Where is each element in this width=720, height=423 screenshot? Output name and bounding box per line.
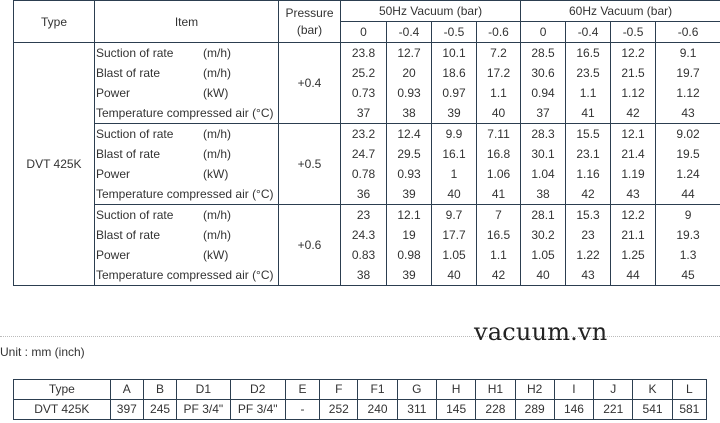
data-cell: 42 <box>611 103 656 124</box>
data-cell: 12.1 <box>387 205 432 226</box>
data-cell: 36 <box>341 184 387 205</box>
item-label <box>95 144 279 164</box>
dims-value-cell: 245 <box>143 400 176 420</box>
data-cell: 40 <box>432 265 477 286</box>
data-cell: 17.2 <box>477 63 521 83</box>
item-name: Power <box>96 167 131 181</box>
dims-header-cell: H <box>436 380 475 400</box>
data-cell: 40 <box>521 265 566 286</box>
data-cell: 39 <box>387 265 432 286</box>
item-label <box>95 184 279 205</box>
vacuum-level-header: -0.4 <box>387 22 432 43</box>
dims-header-cell: F <box>320 380 358 400</box>
dims-header-cell: I <box>554 380 593 400</box>
data-cell: 21.5 <box>611 63 656 83</box>
item-unit: (kW) <box>203 167 229 181</box>
data-cell: 19.5 <box>656 144 720 164</box>
data-cell: 0.73 <box>341 83 387 103</box>
data-cell: 18.6 <box>432 63 477 83</box>
dims-header-cell: E <box>285 380 319 400</box>
item-unit: (m/h) <box>203 228 231 242</box>
dims-header-cell: B <box>143 380 176 400</box>
item-name: Suction of rate <box>96 127 174 141</box>
dims-value-cell: 311 <box>397 400 436 420</box>
table-row <box>14 265 720 286</box>
performance-table <box>13 0 720 286</box>
dims-value-cell: PF 3/4" <box>177 400 230 420</box>
item-name: Temperature compressed air (°C) <box>96 187 274 201</box>
data-cell: 23.5 <box>566 63 611 83</box>
data-cell: 23 <box>566 225 611 245</box>
data-cell: 24.3 <box>341 225 387 245</box>
data-cell: 9 <box>656 205 720 226</box>
data-cell: 44 <box>611 265 656 286</box>
pressure-value: +0.5 <box>279 124 341 205</box>
item-name: Blast of rate <box>96 147 161 161</box>
data-cell: 38 <box>387 103 432 124</box>
data-cell: 42 <box>566 184 611 205</box>
table-row <box>14 164 720 184</box>
data-cell: 0.78 <box>341 164 387 184</box>
vacuum-level-header: -0.6 <box>656 22 720 43</box>
data-cell: 10.1 <box>432 43 477 64</box>
data-cell: 19 <box>387 225 432 245</box>
vacuum-level-header: -0.6 <box>477 22 521 43</box>
item-name: Blast of rate <box>96 66 161 80</box>
table-row <box>14 103 720 124</box>
header-item: Item <box>95 1 279 43</box>
data-cell: 45 <box>656 265 720 286</box>
dims-value-cell: 289 <box>515 400 554 420</box>
data-cell: 1.12 <box>656 83 720 103</box>
header-50hz: 50Hz Vacuum (bar) <box>341 1 521 22</box>
data-cell: 20 <box>387 63 432 83</box>
data-cell: 30.6 <box>521 63 566 83</box>
dims-header-cell: J <box>594 380 633 400</box>
table-row <box>14 184 720 205</box>
dims-header-cell: G <box>397 380 436 400</box>
model-cell: DVT 425K <box>14 43 95 286</box>
data-cell: 0.83 <box>341 245 387 265</box>
header-pressure-line2: (bar) <box>296 22 323 37</box>
dims-header-cell: A <box>110 380 143 400</box>
item-name: Temperature compressed air (°C) <box>96 268 274 282</box>
data-cell: 30.1 <box>521 144 566 164</box>
item-label <box>95 225 279 245</box>
item-unit: (m/h) <box>203 46 231 60</box>
dims-value-row <box>14 400 707 420</box>
data-cell: 1.05 <box>432 245 477 265</box>
vacuum-level-header: 0 <box>341 22 387 43</box>
data-cell: 39 <box>387 184 432 205</box>
data-cell: 21.1 <box>611 225 656 245</box>
data-cell: 9.1 <box>656 43 720 64</box>
dims-header-cell: L <box>672 380 706 400</box>
data-cell: 0.97 <box>432 83 477 103</box>
data-cell: 37 <box>341 103 387 124</box>
data-cell: 9.7 <box>432 205 477 226</box>
data-cell: 0.94 <box>521 83 566 103</box>
vacuum-level-header: -0.5 <box>611 22 656 43</box>
data-cell: 44 <box>656 184 720 205</box>
vacuum-level-header: -0.5 <box>432 22 477 43</box>
data-cell: 1.04 <box>521 164 566 184</box>
vacuum-level-header: 0 <box>521 22 566 43</box>
data-cell: 1.12 <box>611 83 656 103</box>
table-row <box>14 245 720 265</box>
item-name: Blast of rate <box>96 228 161 242</box>
data-cell: 24.7 <box>341 144 387 164</box>
data-cell: 38 <box>521 184 566 205</box>
dimensions-table <box>13 379 707 420</box>
item-label <box>95 245 279 265</box>
item-name: Power <box>96 86 131 100</box>
header-pressure <box>279 1 341 43</box>
data-cell: 42 <box>477 265 521 286</box>
data-cell: 1.25 <box>611 245 656 265</box>
dims-value-cell: 146 <box>554 400 593 420</box>
data-cell: 12.4 <box>387 124 432 145</box>
header-60hz: 60Hz Vacuum (bar) <box>521 1 720 22</box>
dims-header-cell: F1 <box>358 380 397 400</box>
data-cell: 15.5 <box>566 124 611 145</box>
item-unit: (m/h) <box>203 208 231 222</box>
table-row <box>14 144 720 164</box>
data-cell: 39 <box>432 103 477 124</box>
vacuum-level-header: -0.4 <box>566 22 611 43</box>
data-cell: 15.3 <box>566 205 611 226</box>
data-cell: 21.4 <box>611 144 656 164</box>
dims-value-cell: 145 <box>436 400 475 420</box>
data-cell: 19.7 <box>656 63 720 83</box>
data-cell: 38 <box>341 265 387 286</box>
dims-value-cell: 397 <box>110 400 143 420</box>
data-cell: 12.2 <box>611 43 656 64</box>
data-cell: 43 <box>656 103 720 124</box>
dims-header-cell: H1 <box>476 380 515 400</box>
data-cell: 23.1 <box>566 144 611 164</box>
dims-value-cell: - <box>285 400 319 420</box>
dims-value-cell: 228 <box>476 400 515 420</box>
pressure-value: +0.6 <box>279 205 341 286</box>
dims-value-cell: DVT 425K <box>14 400 111 420</box>
item-unit: (m/h) <box>203 127 231 141</box>
data-cell: 28.1 <box>521 205 566 226</box>
data-cell: 1.1 <box>477 245 521 265</box>
data-cell: 25.2 <box>341 63 387 83</box>
table-row <box>14 63 720 83</box>
data-cell: 41 <box>477 184 521 205</box>
item-unit: (m/h) <box>203 147 231 161</box>
data-cell: 1 <box>432 164 477 184</box>
item-label <box>95 205 279 226</box>
dims-header-cell: K <box>633 380 672 400</box>
item-unit: (kW) <box>203 86 229 100</box>
table-row <box>14 205 720 226</box>
dims-header-cell: H2 <box>515 380 554 400</box>
item-label <box>95 83 279 103</box>
item-unit: (m/h) <box>203 66 231 80</box>
dims-value-cell: 221 <box>594 400 633 420</box>
item-label <box>95 124 279 145</box>
data-cell: 7 <box>477 205 521 226</box>
data-cell: 7.11 <box>477 124 521 145</box>
data-cell: 16.5 <box>477 225 521 245</box>
item-label <box>95 43 279 64</box>
data-cell: 12.2 <box>611 205 656 226</box>
data-cell: 1.19 <box>611 164 656 184</box>
dims-value-cell: 581 <box>672 400 706 420</box>
dims-value-cell: 252 <box>320 400 358 420</box>
data-cell: 23 <box>341 205 387 226</box>
dims-header-cell: D2 <box>230 380 285 400</box>
unit-note: Unit : mm (inch) <box>0 345 85 359</box>
item-unit: (kW) <box>203 248 229 262</box>
data-cell: 30.2 <box>521 225 566 245</box>
header-pressure-line1: Pressure <box>285 5 334 20</box>
data-cell: 1.22 <box>566 245 611 265</box>
data-cell: 37 <box>521 103 566 124</box>
data-cell: 1.16 <box>566 164 611 184</box>
data-cell: 16.1 <box>432 144 477 164</box>
item-name: Suction of rate <box>96 208 174 222</box>
data-cell: 9.02 <box>656 124 720 145</box>
data-cell: 28.5 <box>521 43 566 64</box>
item-name: Suction of rate <box>96 46 174 60</box>
pressure-value: +0.4 <box>279 43 341 124</box>
item-name: Temperature compressed air (°C) <box>96 106 274 120</box>
dims-value-cell: PF 3/4" <box>230 400 285 420</box>
table-row <box>14 225 720 245</box>
data-cell: 7.2 <box>477 43 521 64</box>
data-cell: 43 <box>611 184 656 205</box>
dims-header-row <box>14 380 707 400</box>
dims-value-cell: 541 <box>633 400 672 420</box>
data-cell: 23.2 <box>341 124 387 145</box>
dims-header-cell: D1 <box>177 380 230 400</box>
data-cell: 1.1 <box>566 83 611 103</box>
dotted-divider <box>0 336 720 337</box>
data-cell: 40 <box>432 184 477 205</box>
data-cell: 1.06 <box>477 164 521 184</box>
data-cell: 12.7 <box>387 43 432 64</box>
data-cell: 9.9 <box>432 124 477 145</box>
data-cell: 43 <box>566 265 611 286</box>
item-label <box>95 164 279 184</box>
data-cell: 1.1 <box>477 83 521 103</box>
data-cell: 16.5 <box>566 43 611 64</box>
table-row <box>14 43 720 64</box>
data-cell: 0.93 <box>387 83 432 103</box>
data-cell: 1.3 <box>656 245 720 265</box>
item-name: Power <box>96 248 131 262</box>
dims-header-cell: Type <box>14 380 111 400</box>
data-cell: 40 <box>477 103 521 124</box>
table-row <box>14 124 720 145</box>
data-cell: 1.24 <box>656 164 720 184</box>
data-cell: 1.05 <box>521 245 566 265</box>
dims-value-cell: 240 <box>358 400 397 420</box>
data-cell: 41 <box>566 103 611 124</box>
data-cell: 0.98 <box>387 245 432 265</box>
data-cell: 28.3 <box>521 124 566 145</box>
data-cell: 16.8 <box>477 144 521 164</box>
item-label <box>95 63 279 83</box>
data-cell: 29.5 <box>387 144 432 164</box>
data-cell: 12.1 <box>611 124 656 145</box>
table-row <box>14 83 720 103</box>
data-cell: 23.8 <box>341 43 387 64</box>
data-cell: 0.93 <box>387 164 432 184</box>
watermark-text: vacuum.vn <box>474 318 608 346</box>
item-label <box>95 265 279 286</box>
item-label <box>95 103 279 124</box>
data-cell: 17.7 <box>432 225 477 245</box>
data-cell: 19.3 <box>656 225 720 245</box>
header-type: Type <box>14 1 95 43</box>
